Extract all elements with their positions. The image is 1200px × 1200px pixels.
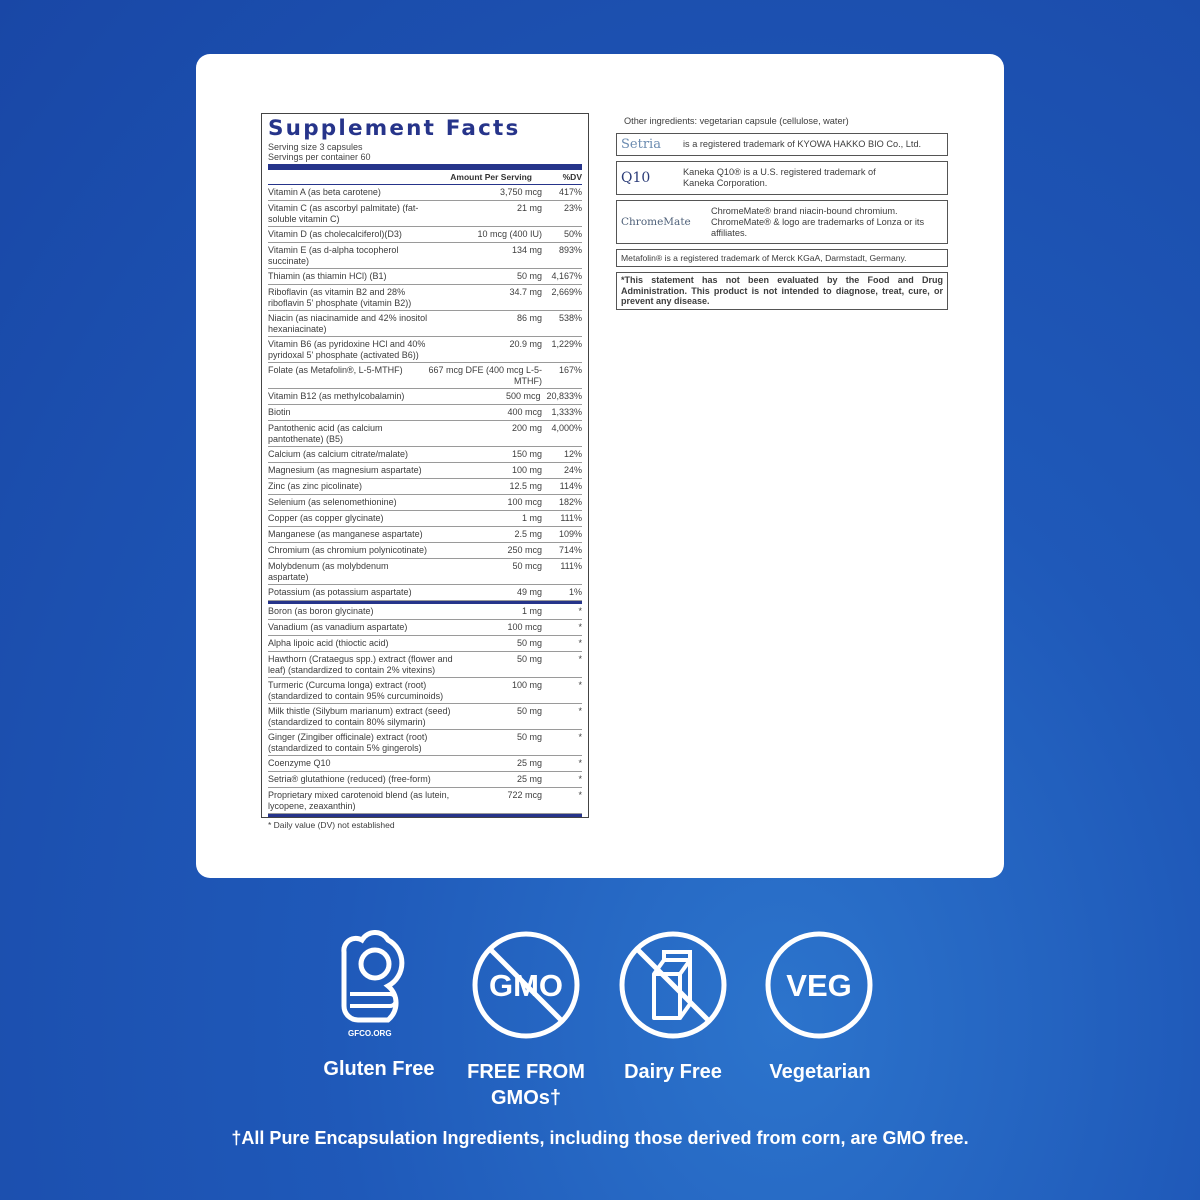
facts-amount: 100 mcg [507,496,542,507]
facts-row [268,463,582,479]
servings-per-container: Servings per container 60 [268,152,371,162]
facts-name: Vanadium (as vanadium aspartate) [268,621,408,632]
kaneka-trademark [616,161,948,195]
facts-row [268,527,582,543]
facts-row [268,559,582,585]
facts-amount: 100 mcg [507,621,542,632]
gmo-free-line1: FREE FROM [467,1061,585,1083]
facts-amount: 100 mg [511,464,542,475]
facts-amount: 134 mg [511,244,542,255]
facts-amount: 250 mcg [507,544,542,555]
facts-dv: 714% [558,544,582,555]
gmo-footnote: †All Pure Encapsulation Ingredients, including those derived from corn, are GMO free. [231,1128,969,1148]
facts-amount: 50 mg [516,637,542,648]
facts-name: Magnesium (as magnesium aspartate) [268,464,422,475]
facts-amount: 50 mg [516,653,542,664]
chromemate-text: ChromeMate® brand niacin-bound chromium. ChromeMate® & logo are trademarks of Lonza or its affiliates. [711,205,925,238]
facts-row [268,620,582,636]
facts-amount: 50 mg [516,270,542,281]
facts-dv: 23% [563,202,582,213]
facts-name: Vitamin E (as d-alpha tocopherol succinate) [268,244,399,266]
kaneka-text: Kaneka Q10® is a U.S. registered trademark of Kaneka Corporation. [683,167,876,188]
facts-name: Vitamin C (as ascorbyl palmitate) (fat-soluble vitamin C) [268,202,419,224]
facts-dv: * [578,773,582,784]
facts-rows-2 [268,604,582,814]
facts-name: Vitamin D (as cholecalciferol)(D3) [268,228,402,239]
facts-row [268,285,582,311]
facts-amount: 2.5 mg [514,528,542,539]
facts-name: Boron (as boron glycinate) [268,605,374,616]
facts-dv: 24% [563,464,582,475]
vegetarian-icon [764,930,874,1040]
supplement-facts-panel [261,113,589,830]
vegetarian-label: Vegetarian [769,1061,871,1083]
facts-row [268,447,582,463]
setria-logo: Setria [621,137,661,152]
facts-row [268,511,582,527]
facts-footnote: * Daily value (DV) not established [268,820,395,830]
badge-row [320,930,880,1040]
facts-row [268,269,582,285]
facts-name: Thiamin (as thiamin HCl) (B1) [268,270,387,281]
facts-dv: * [578,653,582,664]
facts-name: Potassium (as potassium aspartate) [268,586,412,597]
facts-name: Calcium (as calcium citrate/malate) [268,448,409,459]
facts-dv: 167% [558,364,582,375]
gluten-free-icon [320,930,430,1040]
facts-row [268,730,582,756]
facts-row [268,337,582,363]
facts-amount: 400 mcg [507,406,542,417]
facts-row [268,585,582,601]
facts-dv: 111% [560,560,582,571]
facts-name: Ginger (Zingiber officinale) extract (root) (standardized to contain 5% gingerols) [268,731,428,753]
facts-rows [268,185,582,601]
facts-dv: 20,833% [546,390,582,401]
facts-amount: 3,750 mcg [499,186,542,197]
setria-text: is a registered trademark of KYOWA HAKKO BIO Co., Ltd. [683,139,922,149]
facts-name: Milk thistle (Silybum marianum) extract (seed) (standardized to contain 80% silymarin) [268,705,451,727]
facts-dv: * [578,757,582,768]
facts-amount: 25 mg [516,757,542,768]
facts-row [268,678,582,704]
facts-row [268,604,582,620]
facts-dv: 417% [558,186,582,197]
setria-trademark [616,133,948,156]
facts-row [268,311,582,337]
facts-amount: 150 mg [511,448,542,459]
facts-name: Setria® glutathione (reduced) (free-form) [268,773,431,784]
facts-dv: 2,669% [551,286,582,297]
facts-amount: 25 mg [516,773,542,784]
facts-dv: * [578,621,582,632]
facts-row [268,495,582,511]
chromemate-logo: ChromeMate [621,215,691,228]
side-info [616,116,948,310]
metafolin-trademark [616,249,948,267]
facts-dv: 114% [559,480,582,491]
gfco-label: GFCO.ORG [348,1029,392,1038]
facts-dv: 12% [563,448,582,459]
facts-name: Selenium (as selenomethionine) [268,496,397,507]
facts-name: Manganese (as manganese aspartate) [268,528,423,539]
facts-dv: 109% [558,528,582,539]
facts-name: Folate (as Metafolin®, L-5-MTHF) [268,364,403,375]
facts-amount: 667 mcg DFE (400 mcg L-5-MTHF) [428,364,542,386]
facts-amount: 100 mg [511,679,542,690]
facts-row [268,788,582,814]
facts-amount: 10 mcg (400 IU) [477,228,542,239]
facts-amount: 34.7 mg [509,286,542,297]
facts-name: Biotin [268,406,291,417]
facts-dv: 1,229% [551,338,582,349]
facts-amount: 21 mg [516,202,542,213]
facts-name: Chromium (as chromium polynicotinate) [268,544,428,555]
chromemate-trademark [616,200,948,244]
facts-amount: 500 mcg [505,390,541,401]
facts-name: Vitamin B6 (as pyridoxine HCl and 40% pyridoxal 5' phosphate (activated B6)) [268,338,426,360]
other-ingredients: Other ingredients: vegetarian capsule (cellulose, water) [624,116,849,126]
facts-amount: 722 mcg [507,789,542,800]
facts-row [268,652,582,678]
facts-name: Alpha lipoic acid (thioctic acid) [268,637,389,648]
gluten-free-label: Gluten Free [323,1058,435,1080]
product-card [196,54,1004,878]
facts-amount: 200 mg [511,422,542,433]
facts-row [268,704,582,730]
facts-dv: 182% [558,496,582,507]
facts-name: Niacin (as niacinamide and 42% inositol hexaniacinate) [268,312,428,334]
facts-row [268,421,582,447]
facts-row [268,772,582,788]
facts-dv: * [578,679,582,690]
facts-amount: 50 mg [516,705,542,716]
facts-row [268,756,582,772]
facts-name: Pantothenic acid (as calcium pantothenate) (B5) [268,422,383,444]
facts-dv: * [578,789,582,800]
facts-dv: * [578,637,582,648]
facts-row [268,185,582,201]
facts-row [268,636,582,652]
facts-amount: 49 mg [516,586,542,597]
facts-amount: 20.9 mg [509,338,542,349]
facts-row [268,227,582,243]
gmo-free-line2: GMOs† [490,1087,562,1109]
dairy-free-label: Dairy Free [624,1061,722,1083]
col-dv: %DV [562,171,582,182]
facts-row [268,363,582,389]
facts-name: Riboflavin (as vitamin B2 and 28% riboflavin 5' phosphate (vitamin B2)) [268,286,412,308]
facts-title: Supplement Facts [268,116,521,141]
facts-dv: * [578,605,582,616]
facts-amount: 1 mg [521,512,542,523]
facts-row [268,543,582,559]
facts-name: Vitamin B12 (as methylcobalamin) [268,390,405,401]
facts-row [268,201,582,227]
kaneka-logo: Q10 [621,169,651,186]
facts-amount: 50 mg [516,731,542,742]
facts-amount: 12.5 mg [509,480,542,491]
serving-size: Serving size 3 capsules [268,142,363,152]
facts-dv: 1,333% [551,406,582,417]
facts-name: Vitamin A (as beta carotene) [268,186,381,197]
facts-row [268,389,582,405]
facts-name: Zinc (as zinc picolinate) [268,480,363,491]
facts-amount: 86 mg [516,312,542,323]
facts-name: Hawthorn (Crataegus spp.) extract (flower and leaf) (standardized to contain 2% vitexins) [268,653,453,675]
dairy-free-icon [618,930,728,1040]
facts-amount: 1 mg [521,605,542,616]
metafolin-text: Metafolin® is a registered trademark of Merck KGaA, Darmstadt, Germany. [621,252,907,263]
facts-name: Coenzyme Q10 [268,757,331,768]
facts-row [268,479,582,495]
facts-dv: 4,167% [551,270,582,281]
gmo-free-icon [471,930,581,1040]
facts-dv: 538% [558,312,582,323]
veg-icon-text: VEG [786,968,852,1003]
facts-row [268,405,582,421]
facts-dv: * [578,705,582,716]
facts-dv: 1% [568,586,582,597]
facts-name: Proprietary mixed carotenoid blend (as lutein, lycopene, zeaxanthin) [268,789,450,811]
col-amount: Amount Per Serving [450,171,532,182]
facts-dv: 111% [560,512,582,523]
facts-dv: 893% [558,244,582,255]
facts-name: Molybdenum (as molybdenum aspartate) [268,560,389,582]
facts-amount: 50 mcg [512,560,542,571]
fda-statement: *This statement has not been evaluated by the Food and Drug Administration. This product is not intended to diagnose, treat, cure, or prevent any disease. [616,272,948,310]
facts-dv: 4,000% [551,422,582,433]
facts-header [268,170,582,185]
facts-row [268,243,582,269]
gmo-icon-text: GMO [488,968,564,1003]
facts-dv: 50% [563,228,582,239]
facts-name: Copper (as copper glycinate) [268,512,384,523]
facts-name: Turmeric (Curcuma longa) extract (root) (standardized to contain 95% curcuminoids) [268,679,444,701]
facts-dv: * [578,731,582,742]
